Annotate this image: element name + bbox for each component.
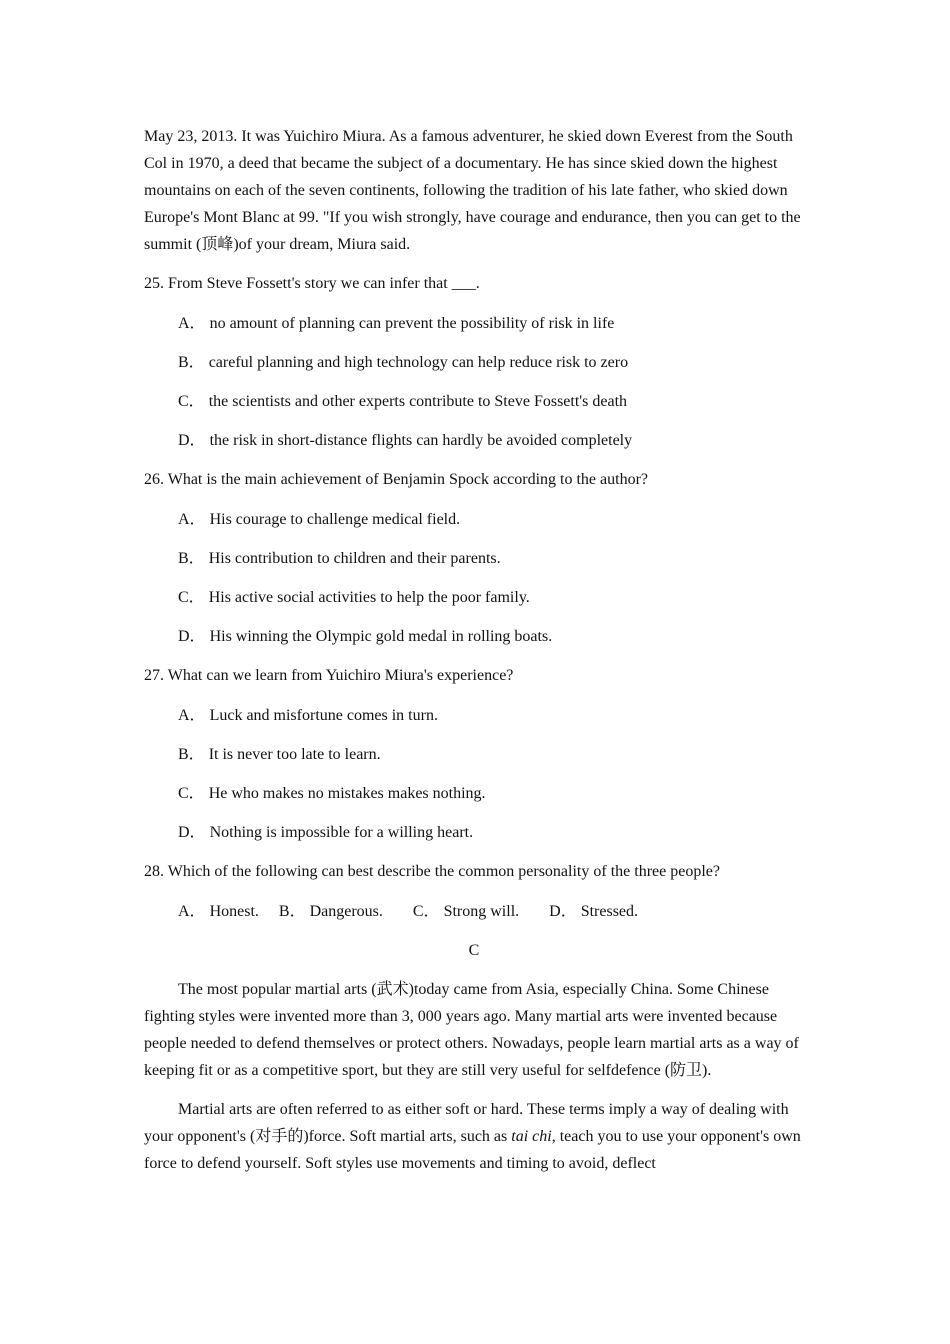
option-b: B． careful planning and high technology can help reduce risk to zero — [178, 354, 629, 371]
question-stem: 28. Which of the following can best describe the common personality of the three people? — [144, 863, 720, 880]
option-b: B． It is never too late to learn. — [178, 746, 381, 763]
document-page — [144, 123, 804, 1177]
option-a: A． no amount of planning can prevent the possibility of risk in life — [178, 315, 615, 332]
question-stem: 26. What is the main achievement of Benjamin Spock according to the author? — [144, 471, 648, 488]
option-b: B． Dangerous. — [278, 903, 383, 920]
option-a: A． Honest. — [178, 903, 259, 920]
section-c-paragraph-1: The most popular martial arts (武术)today came from Asia, especially China. Some Chinese fighting styles were invented more than 3, 000 years ago. Many martial arts were invented because people needed to defend themselves or protect others. Nowadays, people learn martial arts as a way of keeping fit or as a competitive sport, but they are still very useful for selfdefence (防卫). — [144, 981, 799, 1079]
option-d: D． Nothing is impossible for a willing heart. — [178, 824, 474, 841]
option-c: C． Strong will. — [412, 903, 520, 920]
option-c: C． His active social activities to help the poor family. — [178, 589, 530, 606]
option-c: C． the scientists and other experts contribute to Steve Fossett's death — [178, 393, 628, 410]
question-27 — [144, 662, 804, 846]
option-a: A． Luck and misfortune comes in turn. — [178, 707, 438, 724]
option-a: A． His courage to challenge medical field. — [178, 511, 461, 528]
intro-paragraph: May 23, 2013. It was Yuichiro Miura. As a famous adventurer, he skied down Everest from the South Col in 1970, a deed that became the subject of a documentary. He has since skied down the highest mountains on each of the seven continents, following the tradition of his late father, who skied down Europe's Mont Blanc at 99. "If you wish strongly, have courage and endurance, then you can get to the summit (顶峰)of your dream, Miura said. — [144, 128, 801, 253]
option-c: C． He who makes no mistakes makes nothing. — [178, 785, 486, 802]
question-28 — [144, 858, 804, 925]
inline-options — [144, 898, 804, 925]
italic-term: tai chi — [511, 1128, 552, 1145]
question-26 — [144, 466, 804, 650]
question-25 — [144, 270, 804, 454]
option-d: D． the risk in short-distance flights can hardly be avoided completely — [178, 432, 633, 449]
option-d: D． Stressed. — [549, 903, 639, 920]
option-b: B． His contribution to children and their parents. — [178, 550, 501, 567]
question-stem: 25. From Steve Fossett's story we can infer that ___. — [144, 275, 480, 292]
question-stem: 27. What can we learn from Yuichiro Miura's experience? — [144, 667, 514, 684]
section-heading: C — [468, 942, 480, 959]
option-d: D． His winning the Olympic gold medal in rolling boats. — [178, 628, 553, 645]
section-c-paragraph-2: Martial arts are often referred to as either soft or hard. These terms imply a way of dealing with your opponent's (对手的)force. Soft martial arts, such as tai chi, teach you to use your opponent's own force to defend yourself. Soft styles use movements and timing to avoid, deflect — [144, 1101, 801, 1172]
